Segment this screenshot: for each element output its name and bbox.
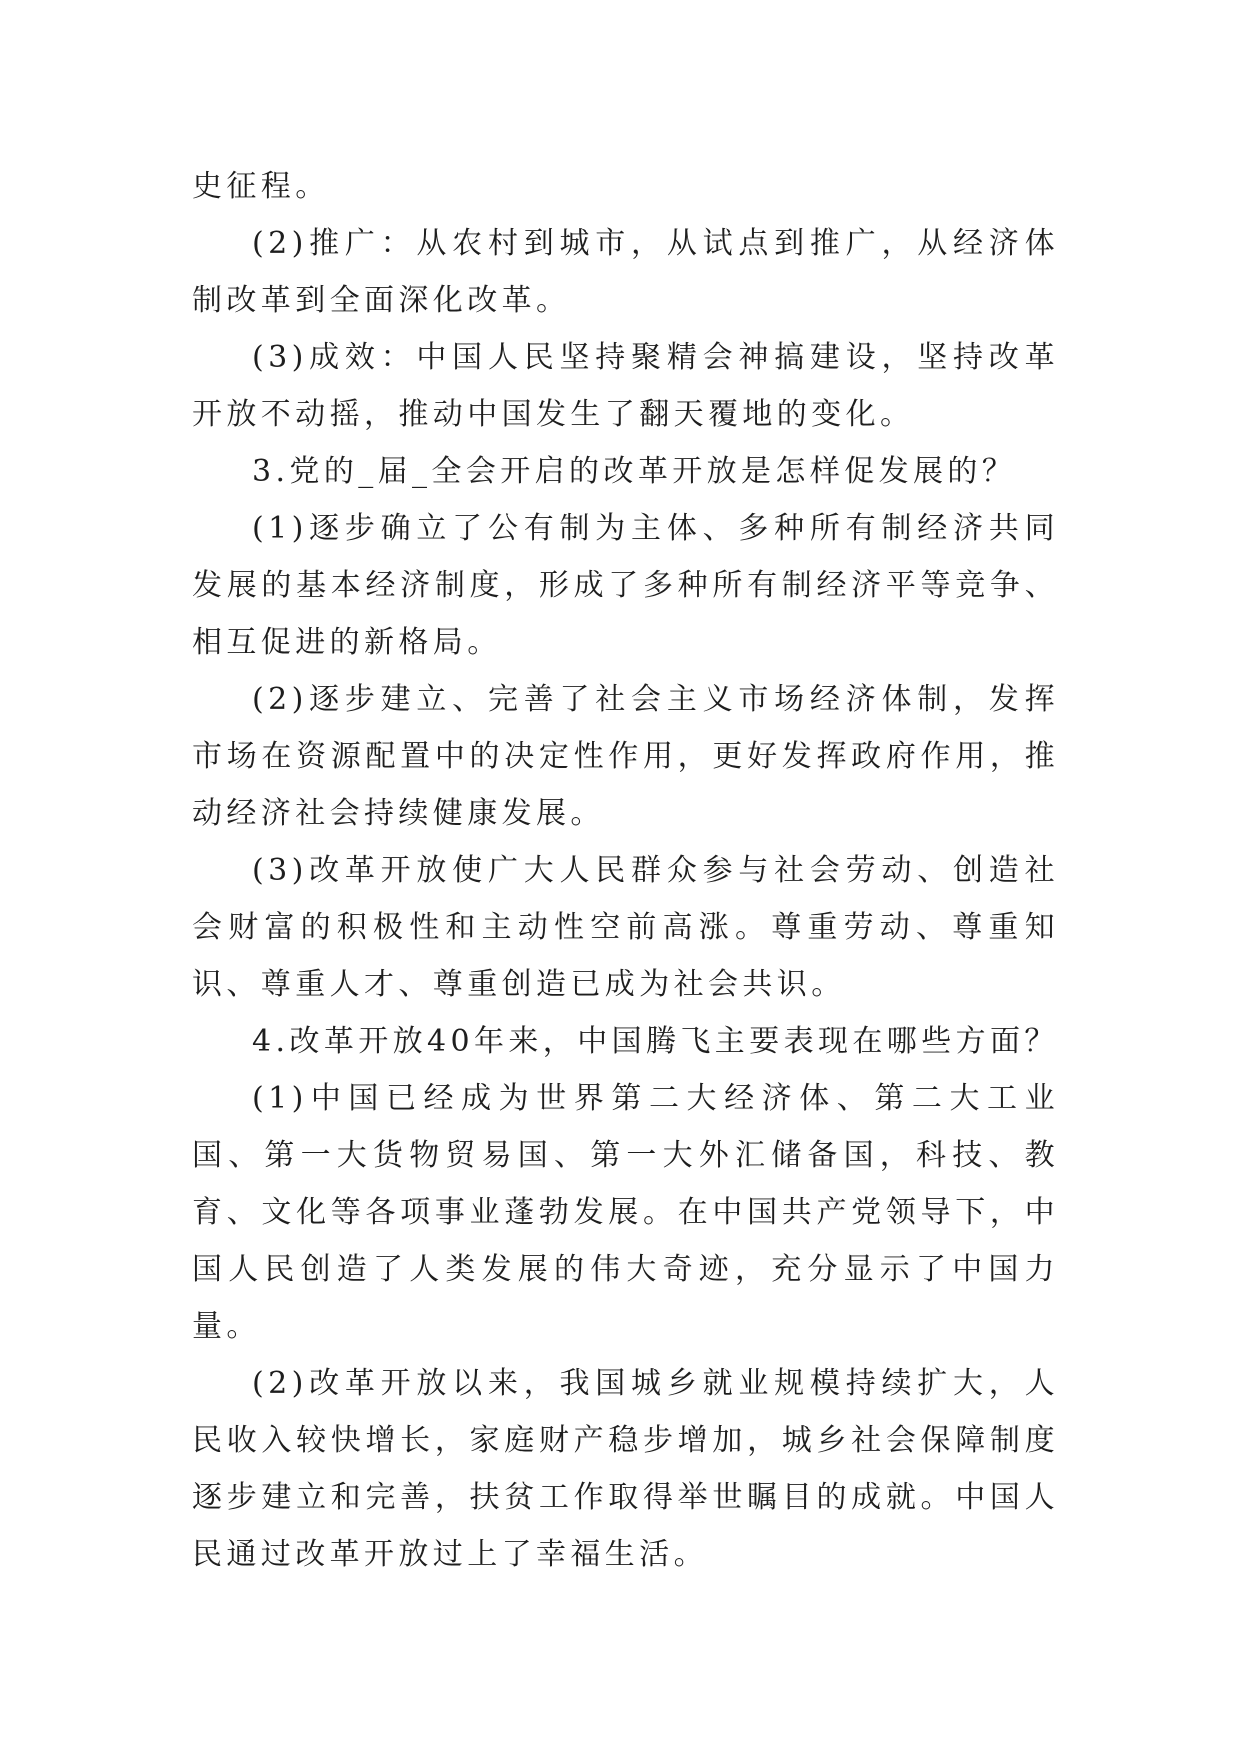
paragraph-results: (3)成效：中国人民坚持聚精会神搞建设，坚持改革开放不动摇，推动中国发生了翻天覆地的变化。 (192, 340, 1059, 432)
answer-3-item-1: (1)逐步确立了公有制为主体、多种所有制经济共同发展的基本经济制度，形成了多种所有制经济平等竞争、相互促进的新格局。 (192, 511, 1059, 660)
paragraph-promotion: (2)推广：从农村到城市，从试点到推广，从经济体制改革到全面深化改革。 (192, 226, 1059, 318)
answer-3-item-3: (3)改革开放使广大人民群众参与社会劳动、创造社会财富的积极性和主动性空前高涨。尊重劳动、尊重知识、尊重人才、尊重创造已成为社会共识。 (192, 853, 1059, 1002)
answer-4-item-1: (1)中国已经成为世界第二大经济体、第二大工业国、第一大货物贸易国、第一大外汇储备国，科技、教育、文化等各项事业蓬勃发展。在中国共产党领导下，中国人民创造了人类发展的伟大奇迹，充分显示了中国力量。 (192, 1081, 1059, 1344)
question-heading-4: 4.改革开放40年来，中国腾飞主要表现在哪些方面？ (252, 1024, 1059, 1059)
paragraph-continuation: 史征程。 (192, 169, 330, 204)
question-heading-3: 3.党的_届_全会开启的改革开放是怎样促发展的？ (252, 454, 1017, 489)
answer-3-item-2: (2)逐步建立、完善了社会主义市场经济体制，发挥市场在资源配置中的决定性作用，更好发挥政府作用，推动经济社会持续健康发展。 (192, 682, 1059, 831)
answer-4-item-2: (2)改革开放以来，我国城乡就业规模持续扩大，人民收入较快增长，家庭财产稳步增加，城乡社会保障制度逐步建立和完善，扶贫工作取得举世瞩目的成就。中国人民通过改革开放过上了幸福生活。 (192, 1366, 1059, 1572)
document-body (192, 158, 1059, 1583)
